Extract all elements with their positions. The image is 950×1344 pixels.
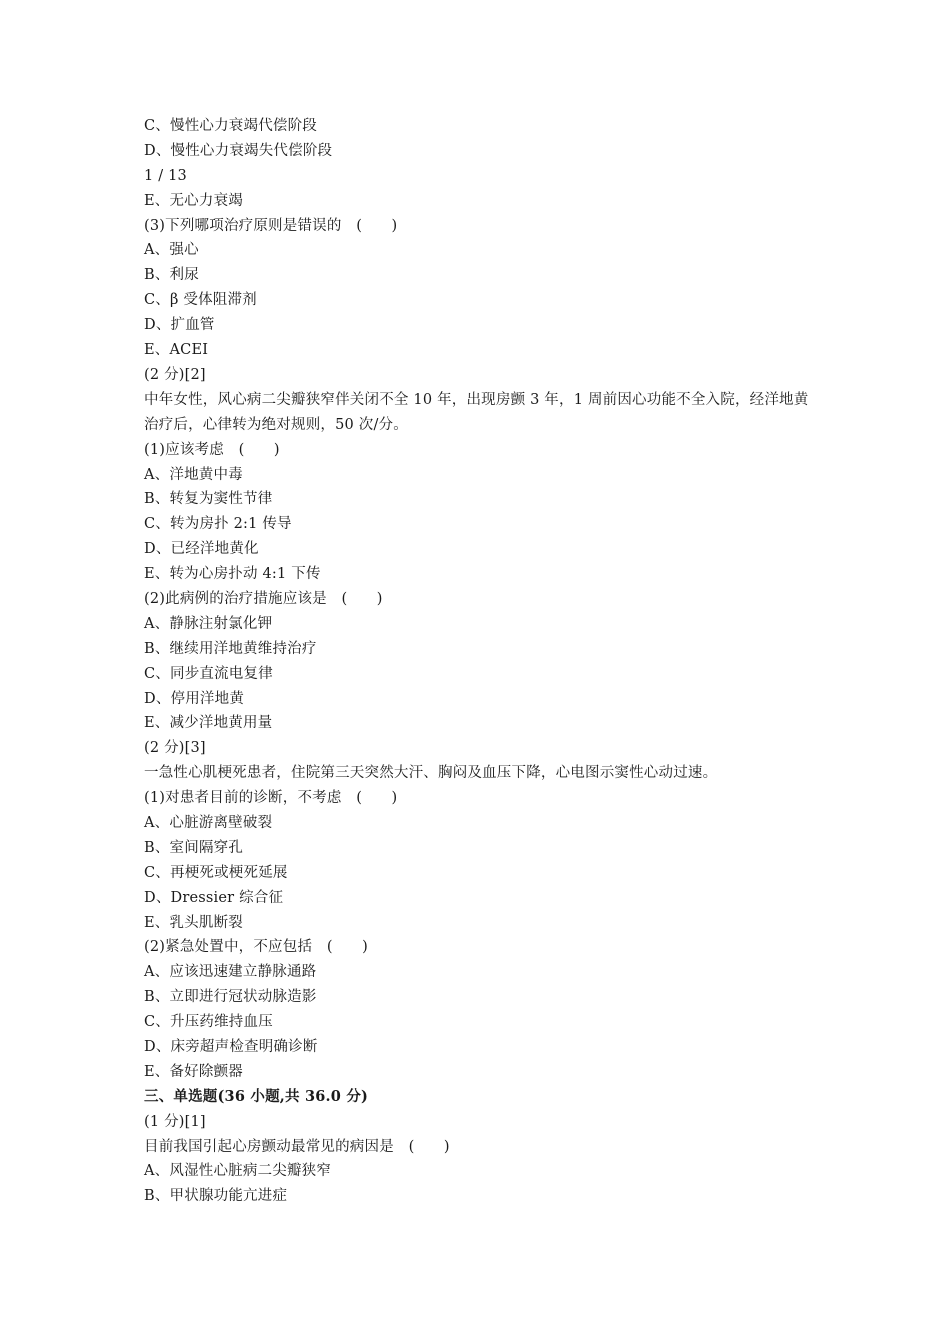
text-line: D、停用洋地黄 [144, 690, 245, 707]
text-line: D、Dressier 综合征 [144, 889, 284, 906]
text-line: E、减少洋地黄用量 [144, 715, 273, 732]
text-line: A、风湿性心脏病二尖瓣狭窄 [144, 1163, 332, 1180]
text-line: A、心脏游离壁破裂 [144, 814, 273, 831]
text-line: B、立即进行冠状动脉造影 [144, 989, 317, 1006]
text-line: A、静脉注射氯化钾 [144, 615, 273, 632]
text-line: E、无心力衰竭 [144, 192, 243, 209]
text-line: E、乳头肌断裂 [144, 914, 243, 931]
text-line: B、室间隔穿孔 [144, 839, 244, 856]
text-line: (1)对患者目前的诊断，不考虑 ( ) [144, 790, 398, 807]
text-line: C、再梗死或梗死延展 [144, 864, 288, 881]
document-content [144, 114, 824, 1209]
text-line: A、强心 [144, 242, 199, 259]
text-line: E、转为心房扑动 4:1 下传 [144, 566, 321, 583]
text-line: (1)应该考虑 ( ) [144, 441, 280, 458]
text-line: (2 分)[3] [144, 740, 206, 757]
text-line: C、同步直流电复律 [144, 665, 273, 682]
text-line: 一急性心肌梗死患者，住院第三天突然大汗、胸闷及血压下降，心电图示窦性心动过速。 [144, 765, 718, 782]
text-line: D、已经洋地黄化 [144, 541, 259, 558]
text-line: A、应该迅速建立静脉通路 [144, 964, 317, 981]
text-line: A、洋地黄中毒 [144, 466, 243, 483]
text-line: C、β 受体阻滞剂 [144, 292, 257, 309]
text-line: B、继续用洋地黄维持治疗 [144, 640, 317, 657]
text-line: C、慢性心力衰竭代偿阶段 [144, 118, 317, 134]
text-line: (1 分)[1] [144, 1113, 206, 1130]
text-line: (2)紧急处置中，不应包括 ( ) [144, 939, 368, 956]
text-line: B、转复为窦性节律 [144, 491, 273, 508]
text-line: E、ACEI [144, 342, 209, 359]
text-line: B、甲状腺功能亢进症 [144, 1188, 288, 1205]
text-line: (2 分)[2] [144, 366, 206, 383]
text-line: C、升压药维持血压 [144, 1014, 273, 1031]
text-line: D、床旁超声检查明确诊断 [144, 1038, 318, 1055]
text-line: E、备好除颤器 [144, 1063, 243, 1080]
text-line: B、利尿 [144, 267, 199, 284]
text-line: 三、单选题(36 小题,共 36.0 分) [144, 1087, 369, 1105]
text-line: 中年女性，风心病二尖瓣狭窄伴关闭不全 10 年，出现房颤 3 年，1 周前因心功能不全入院，经洋地黄治疗后，心律转为绝对规则，50 次/分。 [144, 391, 809, 433]
text-line: 1 / 13 [144, 167, 187, 184]
text-line: 目前我国引起心房颤动最常见的病因是 ( ) [144, 1138, 450, 1155]
text-line: C、转为房扑 2:1 传导 [144, 516, 292, 533]
text-line: D、扩血管 [144, 317, 215, 334]
text-line: (2)此病例的治疗措施应该是 ( ) [144, 590, 383, 607]
text-line: (3)下列哪项治疗原则是错误的 ( ) [144, 217, 398, 234]
text-line: D、慢性心力衰竭失代偿阶段 [144, 142, 333, 159]
